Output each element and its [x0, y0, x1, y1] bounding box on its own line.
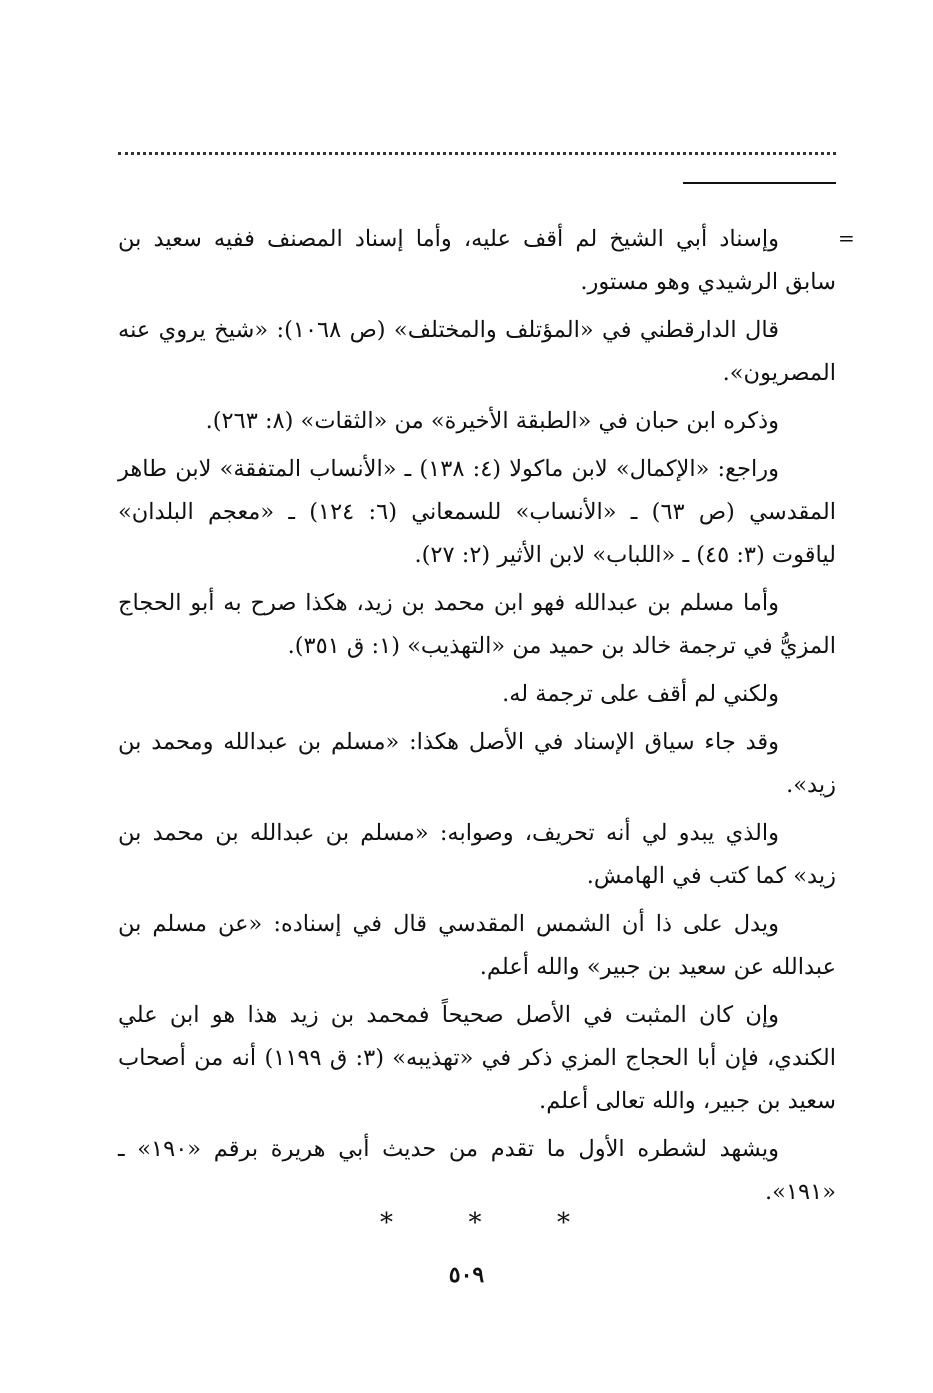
footnote-paragraph: وراجع: «الإكمال» لابن ماكولا (٤: ١٣٨) ـ «الأنساب المتفقة» لابن طاهر المقدسي (ص ٦٣) ـ «الأنساب» للسمعاني (٦: ١٢٤) ـ «معجم البلدان» لياقوت (٣: ٤٥) ـ «اللباب» لابن الأثير (٢: ٢٧).: [118, 456, 837, 568]
footnote-paragraph: وذكره ابن حبان في «الطبقة الأخيرة» من «الثقات» (٨: ٢٦٣).: [205, 408, 779, 434]
page-number: ٥٠٩: [448, 1262, 485, 1288]
footnote-paragraph: وقد جاء سياق الإسناد في الأصل هكذا: «مسلم بن عبدالله ومحمد بن زيد».: [118, 729, 836, 798]
footnote-paragraph: ويدل على ذا أن الشمس المقدسي قال في إسناده: «عن مسلم بن عبدالله عن سعيد بن جبير» والله أعلم.: [118, 911, 836, 980]
footnote-continuation-mark: =: [838, 226, 855, 250]
footnote-text-block: [118, 218, 836, 1219]
star-separator: *: [380, 1208, 393, 1238]
footnote-paragraph: ولكني لم أقف على ترجمة له.: [502, 681, 779, 707]
footnote-paragraph: وأما مسلم بن عبدالله فهو ابن محمد بن زيد، هكذا صرح به أبو الحجاج المزيُّ في ترجمة خالد بن حميد من «التهذيب» (١: ق ٣٥١).: [118, 590, 836, 659]
footnote-paragraph: وإسناد أبي الشيخ لم أقف عليه، وأما إسناد المصنف ففيه سعيد بن سابق الرشيدي وهو مستور.: [118, 226, 836, 295]
footnote-separator-line: [683, 182, 836, 184]
footnote-paragraph: والذي يبدو لي أنه تحريف، وصوابه: «مسلم بن عبدالله بن محمد بن زيد» كما كتب في الهامش.: [118, 820, 836, 889]
footnote-paragraph: ويشهد لشطره الأول ما تقدم من حديث أبي هريرة برقم «١٩٠» ـ «١٩١».: [118, 1136, 836, 1205]
star-separator: *: [557, 1208, 570, 1238]
star-separator: *: [468, 1208, 482, 1238]
header-dotted-rule: [118, 152, 836, 155]
section-separator-stars: [380, 1210, 570, 1236]
footnote-paragraph: وإن كان المثبت في الأصل صحيحاً فمحمد بن زيد هذا هو ابن علي الكندي، فإن أبا الحجاج المزي ذكر في «تهذيبه» (٣: ق ١١٩٩) أنه من أصحاب سعيد بن جبير، والله تعالى أعلم.: [118, 1002, 836, 1114]
footnote-paragraph: قال الدارقطني في «المؤتلف والمختلف» (ص ١٠٦٨): «شيخ يروي عنه المصريون».: [118, 317, 836, 386]
